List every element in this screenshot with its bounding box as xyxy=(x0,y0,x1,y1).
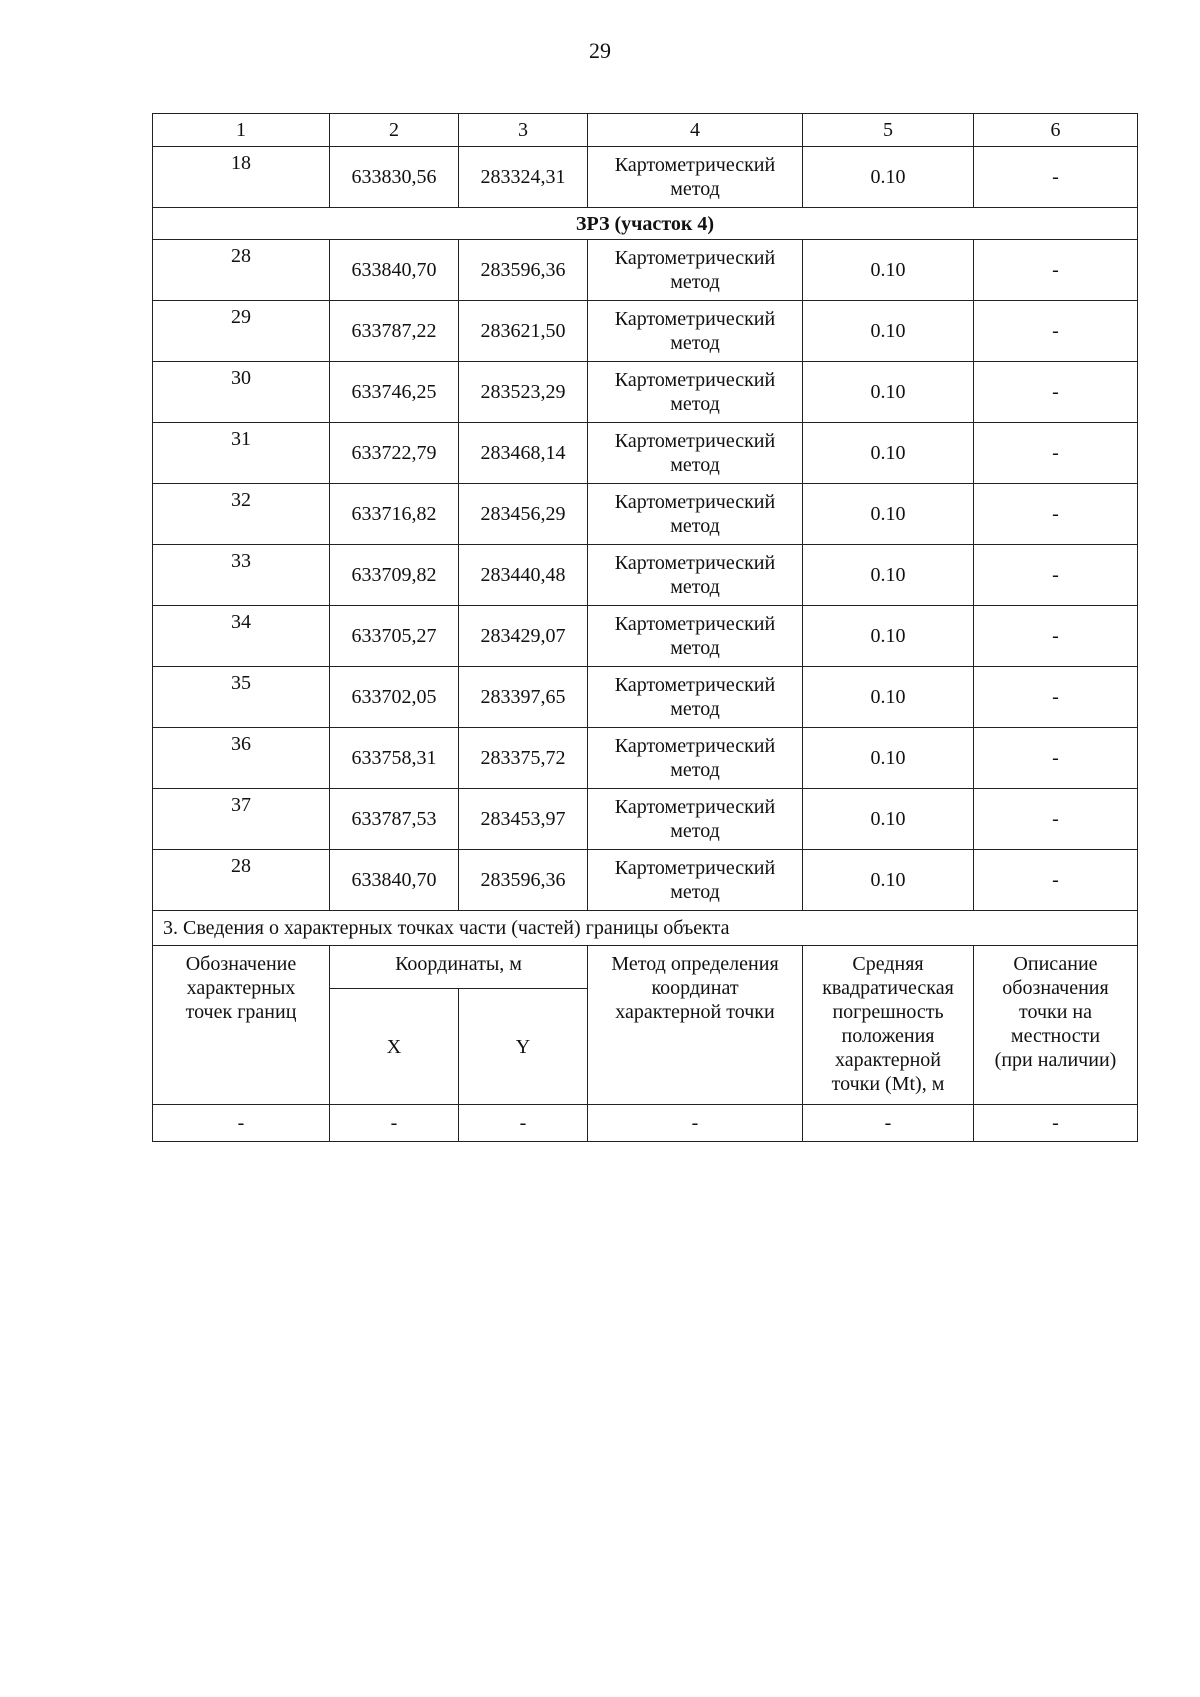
mt-value: 0.10 xyxy=(803,240,974,301)
method-line: метод xyxy=(670,576,720,598)
table-row xyxy=(153,728,1138,789)
method-line: Картометрический xyxy=(614,154,776,176)
method-cell xyxy=(588,147,803,208)
method-line: метод xyxy=(670,515,720,537)
description-value: - xyxy=(974,484,1138,545)
y-coordinate: 283440,48 xyxy=(459,545,588,606)
table-row xyxy=(153,545,1138,606)
error-header xyxy=(803,946,974,1105)
method-line: метод xyxy=(670,271,720,293)
method-line: метод xyxy=(670,637,720,659)
description-value: - xyxy=(974,606,1138,667)
x-coordinate: 633702,05 xyxy=(330,667,459,728)
header-line: местности xyxy=(1010,1025,1101,1047)
method-line: Картометрический xyxy=(614,491,776,513)
mt-value: 0.10 xyxy=(803,147,974,208)
empty-cell: - xyxy=(330,1105,459,1142)
mt-value: 0.10 xyxy=(803,545,974,606)
method-cell xyxy=(588,362,803,423)
mt-value: 0.10 xyxy=(803,667,974,728)
section3-header-row xyxy=(153,946,1138,989)
header-line: точки на xyxy=(1018,1001,1093,1023)
y-coordinate: 283523,29 xyxy=(459,362,588,423)
method-line: метод xyxy=(670,759,720,781)
page-number: 29 xyxy=(589,38,611,63)
method-line: Картометрический xyxy=(614,430,776,452)
header-line: координат xyxy=(651,977,739,999)
method-cell xyxy=(588,423,803,484)
x-coordinate: 633722,79 xyxy=(330,423,459,484)
description-value: - xyxy=(974,667,1138,728)
column-number: 6 xyxy=(974,114,1138,147)
column-number: 1 xyxy=(153,114,330,147)
header-line: характерных xyxy=(186,977,296,999)
table-row xyxy=(153,667,1138,728)
empty-cell: - xyxy=(974,1105,1138,1142)
method-header xyxy=(588,946,803,1105)
method-line: Картометрический xyxy=(614,308,776,330)
x-coordinate: 633840,70 xyxy=(330,850,459,911)
method-cell xyxy=(588,240,803,301)
column-number: 2 xyxy=(330,114,459,147)
method-line: Картометрический xyxy=(614,674,776,696)
header-line: точки (Mt), м xyxy=(831,1073,945,1095)
header-line: положения xyxy=(841,1025,935,1047)
header-line: Описание xyxy=(1013,953,1098,975)
table-row xyxy=(153,484,1138,545)
method-line: метод xyxy=(670,881,720,903)
description-value: - xyxy=(974,850,1138,911)
point-number: 28 xyxy=(153,240,330,301)
table-row xyxy=(153,423,1138,484)
method-cell xyxy=(588,850,803,911)
method-cell xyxy=(588,606,803,667)
method-line: Картометрический xyxy=(614,796,776,818)
y-coordinate: 283456,29 xyxy=(459,484,588,545)
section3-title-row xyxy=(153,911,1138,946)
header-line: квадратическая xyxy=(822,977,954,999)
method-line: метод xyxy=(670,393,720,415)
coordinates-header: Координаты, м xyxy=(330,946,588,989)
method-cell xyxy=(588,484,803,545)
method-line: Картометрический xyxy=(614,552,776,574)
method-line: метод xyxy=(670,332,720,354)
mt-value: 0.10 xyxy=(803,850,974,911)
y-coordinate: 283596,36 xyxy=(459,240,588,301)
x-coordinate: 633705,27 xyxy=(330,606,459,667)
coordinates-table xyxy=(152,113,1138,1142)
mt-value: 0.10 xyxy=(803,789,974,850)
x-coordinate: 633746,25 xyxy=(330,362,459,423)
table-row xyxy=(153,240,1138,301)
method-cell xyxy=(588,301,803,362)
header-line: характерной xyxy=(835,1049,941,1071)
mt-value: 0.10 xyxy=(803,423,974,484)
header-line: погрешность xyxy=(832,1001,944,1023)
y-coordinate: 283596,36 xyxy=(459,850,588,911)
mt-value: 0.10 xyxy=(803,484,974,545)
description-value: - xyxy=(974,545,1138,606)
column-number-row xyxy=(153,114,1138,147)
x-coordinate: 633830,56 xyxy=(330,147,459,208)
column-number: 4 xyxy=(588,114,803,147)
method-cell xyxy=(588,728,803,789)
method-line: метод xyxy=(670,698,720,720)
method-cell xyxy=(588,789,803,850)
table-row xyxy=(153,789,1138,850)
method-line: Картометрический xyxy=(614,857,776,879)
column-number: 5 xyxy=(803,114,974,147)
designation-header xyxy=(153,946,330,1105)
empty-cell: - xyxy=(153,1105,330,1142)
table-row xyxy=(153,850,1138,911)
header-line: Метод определения xyxy=(611,953,779,975)
description-value: - xyxy=(974,301,1138,362)
table-row xyxy=(153,147,1138,208)
x-coordinate: 633787,22 xyxy=(330,301,459,362)
method-cell xyxy=(588,667,803,728)
empty-cell: - xyxy=(803,1105,974,1142)
x-coordinate: 633709,82 xyxy=(330,545,459,606)
point-number: 30 xyxy=(153,362,330,423)
description-value: - xyxy=(974,728,1138,789)
description-value: - xyxy=(974,423,1138,484)
x-coordinate: 633840,70 xyxy=(330,240,459,301)
empty-cell: - xyxy=(588,1105,803,1142)
section-title: ЗРЗ (участок 4) xyxy=(153,208,1138,240)
mt-value: 0.10 xyxy=(803,301,974,362)
y-header: Y xyxy=(459,989,588,1105)
y-coordinate: 283453,97 xyxy=(459,789,588,850)
y-coordinate: 283621,50 xyxy=(459,301,588,362)
method-line: метод xyxy=(670,820,720,842)
mt-value: 0.10 xyxy=(803,362,974,423)
table-row xyxy=(153,606,1138,667)
x-coordinate: 633787,53 xyxy=(330,789,459,850)
point-number: 34 xyxy=(153,606,330,667)
table-row xyxy=(153,362,1138,423)
method-line: Картометрический xyxy=(614,369,776,391)
x-coordinate: 633716,82 xyxy=(330,484,459,545)
description-value: - xyxy=(974,362,1138,423)
header-line: точек границ xyxy=(185,1001,297,1023)
x-header: X xyxy=(330,989,459,1105)
section3-empty-row xyxy=(153,1105,1138,1142)
empty-cell: - xyxy=(459,1105,588,1142)
y-coordinate: 283324,31 xyxy=(459,147,588,208)
section-row xyxy=(153,208,1138,240)
y-coordinate: 283468,14 xyxy=(459,423,588,484)
method-line: метод xyxy=(670,454,720,476)
point-number: 33 xyxy=(153,545,330,606)
point-number: 37 xyxy=(153,789,330,850)
header-line: Средняя xyxy=(852,953,924,975)
method-cell xyxy=(588,545,803,606)
point-number: 36 xyxy=(153,728,330,789)
y-coordinate: 283375,72 xyxy=(459,728,588,789)
point-number: 35 xyxy=(153,667,330,728)
y-coordinate: 283429,07 xyxy=(459,606,588,667)
description-value: - xyxy=(974,240,1138,301)
point-number: 32 xyxy=(153,484,330,545)
header-line: (при наличии) xyxy=(994,1049,1117,1071)
point-number: 29 xyxy=(153,301,330,362)
method-line: Картометрический xyxy=(614,613,776,635)
method-line: метод xyxy=(670,178,720,200)
point-number: 18 xyxy=(153,147,330,208)
column-number: 3 xyxy=(459,114,588,147)
table-row xyxy=(153,301,1138,362)
header-line: Обозначение xyxy=(185,953,297,975)
mt-value: 0.10 xyxy=(803,728,974,789)
description-header xyxy=(974,946,1138,1105)
y-coordinate: 283397,65 xyxy=(459,667,588,728)
section3-title: 3. Сведения о характерных точках части (частей) границы объекта xyxy=(153,911,1138,946)
header-line: обозначения xyxy=(1002,977,1109,999)
point-number: 31 xyxy=(153,423,330,484)
point-number: 28 xyxy=(153,850,330,911)
x-coordinate: 633758,31 xyxy=(330,728,459,789)
mt-value: 0.10 xyxy=(803,606,974,667)
method-line: Картометрический xyxy=(614,735,776,757)
description-value: - xyxy=(974,147,1138,208)
description-value: - xyxy=(974,789,1138,850)
header-line: характерной точки xyxy=(615,1001,775,1023)
method-line: Картометрический xyxy=(614,247,776,269)
